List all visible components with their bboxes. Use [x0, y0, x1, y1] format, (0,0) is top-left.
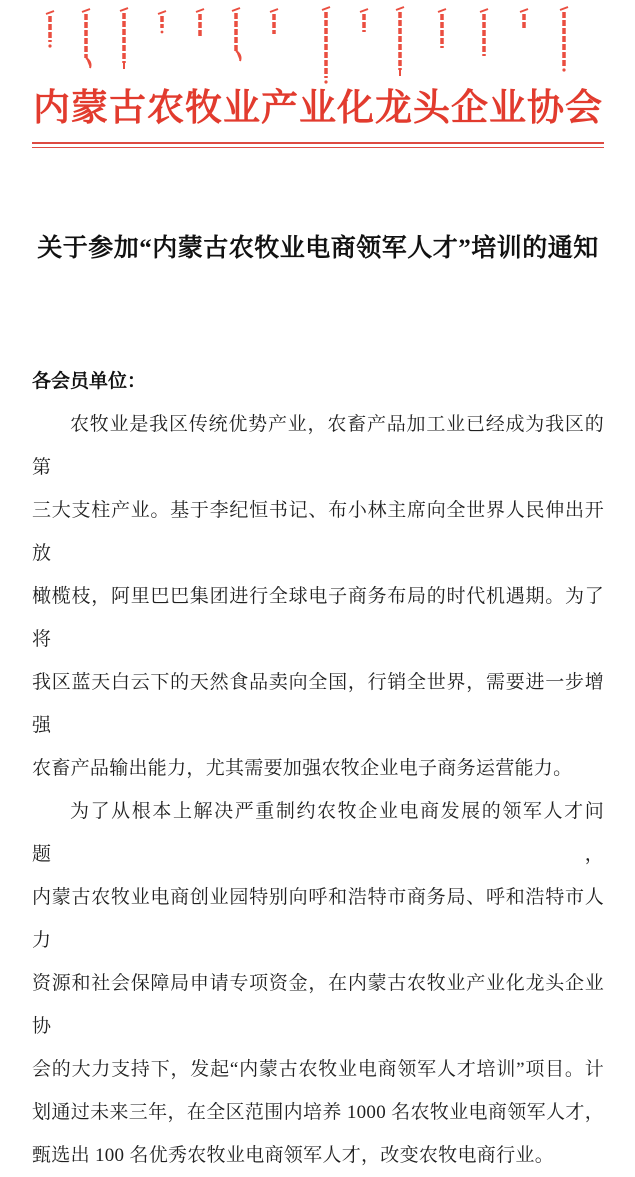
text-line: 橄榄枝，阿里巴巴集团进行全球电子商务布局的时代机遇期。为了将 — [32, 586, 604, 650]
notice-title: 关于参加“内蒙古农牧业电商领军人才”培训的通知 — [37, 235, 599, 262]
text-line: 划通过未来三年，在全区范围内培养 1000 名农牧业电商领军人才， — [32, 1102, 604, 1123]
text-line: 甄选出 100 名优秀农牧业电商领军人才，改变农牧电商行业。 — [32, 1145, 555, 1166]
text-line: 三大支柱产业。基于李纪恒书记、布小林主席向全世界人民伸出开放 — [32, 500, 604, 564]
text-line: 为了从根本上解决严重制约农牧企业电商发展的领军人才问题， — [32, 801, 604, 865]
document-page — [0, 8, 635, 1166]
text-line: 我区蓝天白云下的天然食品卖向全国，行销全世界，需要进一步增强 — [32, 672, 604, 736]
text-line: 农畜产品输出能力，尤其需要加强农牧企业电子商务运营能力。 — [32, 758, 573, 779]
mongolian-script-header — [32, 8, 604, 88]
text-line: 会的大力支持下，发起“内蒙古农牧业电商领军人才培训”项目。计 — [32, 1059, 604, 1080]
text-line: 农牧业是我区传统优势产业，农畜产品加工业已经成为我区的第 — [32, 414, 604, 478]
salutation: 各会员单位： — [32, 371, 147, 392]
paragraph-2 — [32, 790, 604, 1177]
letterhead — [32, 8, 604, 148]
text-line: 内蒙古农牧业电商创业园特别向呼和浩特市商务局、呼和浩特市人力 — [32, 887, 604, 951]
letterhead-divider — [32, 142, 604, 148]
text-line: 资源和社会保障局申请专项资金，在内蒙古农牧业产业化龙头企业协 — [32, 973, 604, 1037]
notice-body — [32, 234, 604, 1177]
org-name-title: 内蒙古农牧业产业化龙头企业协会 — [33, 88, 603, 129]
paragraph-1 — [32, 403, 604, 790]
